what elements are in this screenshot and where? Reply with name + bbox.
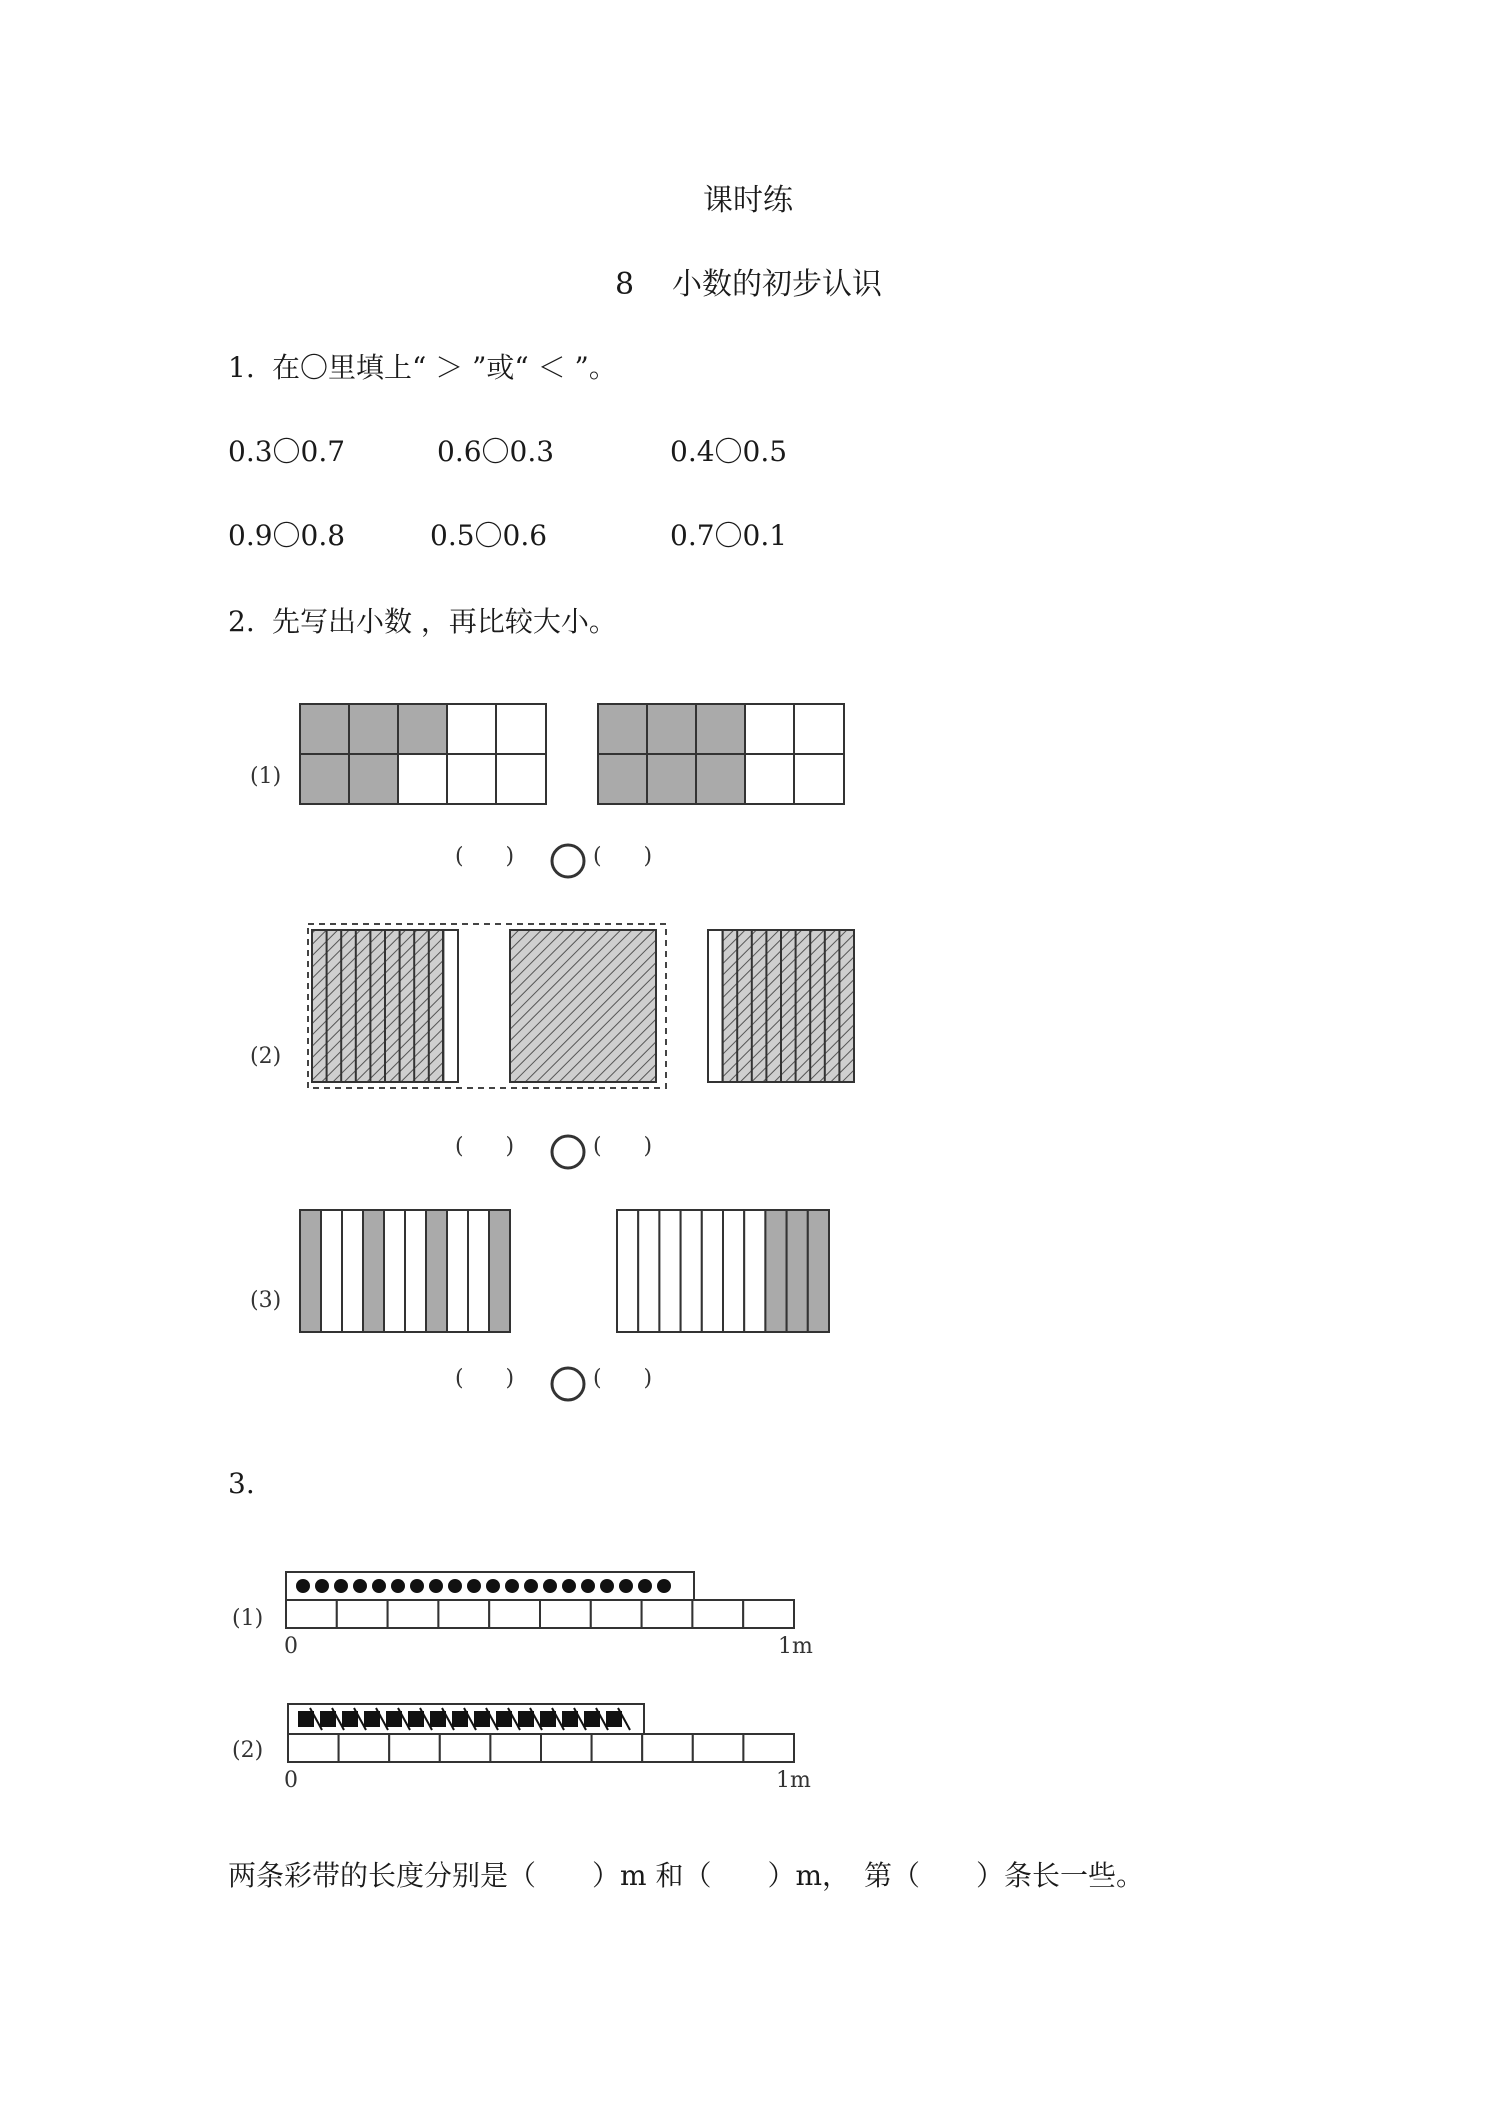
compare-circle[interactable] [552, 1136, 584, 1168]
q1-item: 0.5〇0.6 [430, 519, 548, 552]
ribbon-tag: (2) [232, 1738, 264, 1763]
ribbon-tag: (1) [232, 1606, 264, 1631]
ruler-end-label: 1m [778, 1634, 813, 1659]
q2-prompt: 先写出小数 ，再比较大小。 [272, 605, 617, 638]
lesson-number: 8 [615, 267, 635, 302]
ruler-end-label: 1m [776, 1768, 811, 1793]
part-tag: (1) [250, 764, 282, 789]
part-tag: (3) [250, 1288, 282, 1313]
q1-label: 1. [228, 351, 255, 384]
compare-circle[interactable] [552, 845, 584, 877]
q1-item: 0.6〇0.3 [437, 435, 555, 468]
ruler-start-label: 0 [284, 1768, 298, 1793]
part-tag: (2) [250, 1044, 282, 1069]
strips-3-left [300, 1210, 510, 1332]
q2-label: 2. [228, 605, 255, 638]
q3-label: 3. [228, 1467, 255, 1500]
q1-item: 0.7〇0.1 [670, 519, 788, 552]
answer-blank[interactable]: ( ) [455, 1134, 515, 1159]
answer-blank[interactable]: ( ) [455, 844, 515, 869]
answer-blank[interactable]: ( ) [593, 1134, 653, 1159]
page-title: 课时练 [703, 183, 793, 218]
grid-1-right [598, 704, 844, 804]
compare-circle[interactable] [552, 1368, 584, 1400]
answer-blank[interactable]: ( ) [593, 844, 653, 869]
q1-item: 0.3〇0.7 [228, 435, 346, 468]
ruler-1 [286, 1600, 794, 1628]
whole-square [510, 930, 656, 1082]
strips-3-right [617, 1210, 829, 1332]
q3-sentence: 两条彩带的长度分别是（ ）m 和（ ）m， 第（ ）条长一些。 [228, 1859, 1145, 1892]
lesson-title: 小数的初步认识 [672, 267, 882, 302]
ruler-2 [288, 1734, 794, 1762]
ribbon-2-squares [298, 1711, 622, 1727]
grid-1-left [300, 704, 546, 804]
q1-item: 0.9〇0.8 [228, 519, 346, 552]
answer-blank[interactable]: ( ) [593, 1366, 653, 1391]
tenths-strip-left [312, 930, 458, 1082]
q1-item: 0.4〇0.5 [670, 435, 788, 468]
ruler-start-label: 0 [284, 1634, 298, 1659]
tenths-strip-right [708, 930, 854, 1082]
q1-prompt: 在〇里填上“ ＞ ”或“ ＜ ”。 [272, 351, 617, 384]
answer-blank[interactable]: ( ) [455, 1366, 515, 1391]
